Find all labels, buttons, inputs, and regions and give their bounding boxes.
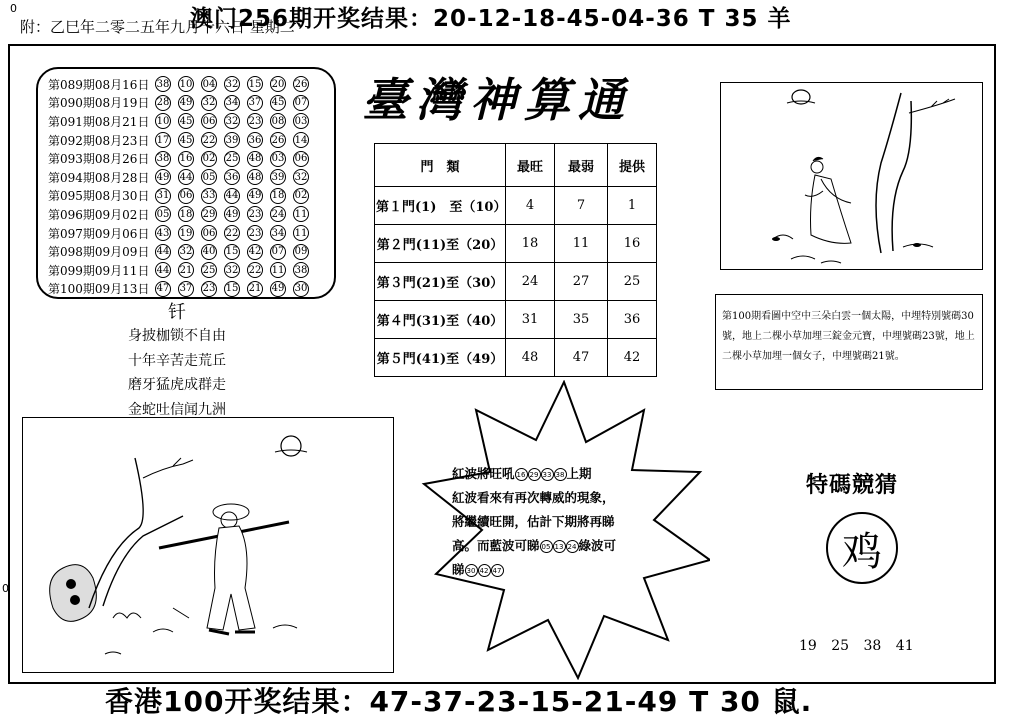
number-ball: 07 — [270, 244, 286, 260]
number-ball: 11 — [293, 206, 309, 222]
wave-line-5 — [452, 558, 667, 582]
number-ball: 36 — [247, 132, 263, 148]
history-row — [48, 261, 334, 280]
wave-text: 綠波可 — [578, 538, 617, 553]
number-ball: 49 — [247, 188, 263, 204]
history-row — [48, 131, 334, 150]
number-ball: 34 — [270, 225, 286, 241]
poem-line: 金蛇吐信闻九洲 — [128, 401, 226, 418]
wave-line-2: 紅波看來有再次轉威的現象， — [452, 490, 615, 505]
number-ball: 09 — [293, 244, 309, 260]
number-ball: 06 — [293, 151, 309, 167]
table-cell: 25 — [608, 263, 657, 301]
history-row-label: 第099期09月11日 — [48, 263, 150, 278]
number-ball: 32 — [201, 95, 217, 111]
flute-player-drawing — [23, 418, 393, 672]
number-ball: 38 — [293, 262, 309, 278]
hint-note: 第100期看圖中空中三朵白雲一個太陽，中埋特別號碼30號，地上二棵小草加埋三錠金元寶，中埋號碼23號，地上二棵小草加埋一個女子，中埋號碼21號。 — [715, 294, 983, 390]
history-row — [48, 205, 334, 224]
number-ball: 05 — [201, 169, 217, 185]
number-ball: 22 — [201, 132, 217, 148]
table-cell: 47 — [555, 339, 608, 377]
history-row-label: 第093期08月26日 — [48, 152, 150, 167]
history-row-label: 第092期08月23日 — [48, 133, 150, 148]
table-row — [375, 225, 657, 263]
number-ball: 15 — [224, 281, 240, 297]
number-ball: 42 — [247, 244, 263, 260]
table-cell: 第５門(41)至（49） — [375, 339, 506, 377]
table-cell: 24 — [506, 263, 555, 301]
number-ball: 48 — [247, 151, 263, 167]
flute-player-illustration — [22, 417, 394, 673]
poem — [128, 324, 226, 422]
table-cell: 48 — [506, 339, 555, 377]
number-ball: 32 — [224, 113, 240, 129]
number-ball: 26 — [270, 132, 286, 148]
table-cell: 36 — [608, 301, 657, 339]
number-ball: 37 — [178, 281, 194, 297]
history-row — [48, 75, 334, 94]
number-ball: 42 — [478, 564, 491, 577]
number-ball: 11 — [293, 225, 309, 241]
number-ball: 06 — [201, 225, 217, 241]
number-ball: 45 — [178, 132, 194, 148]
table-header-row — [375, 144, 657, 187]
special-guess-title: 特碼競猜 — [806, 472, 899, 498]
number-ball: 23 — [247, 113, 263, 129]
hongkong-result-headline: 香港100开奖结果：47-37-23-15-21-49 T 30 鼠. — [105, 685, 813, 718]
number-ball: 07 — [293, 95, 309, 111]
number-ball: 06 — [201, 113, 217, 129]
table-cell: 16 — [608, 225, 657, 263]
number-ball: 44 — [224, 188, 240, 204]
number-ball: 43 — [155, 225, 171, 241]
number-ball: 21 — [178, 262, 194, 278]
number-ball: 32 — [224, 262, 240, 278]
number-ball: 49 — [224, 206, 240, 222]
poem-line: 十年辛苦走荒丘 — [128, 352, 226, 369]
poem-title: 钎 — [168, 302, 186, 323]
table-cell: 7 — [555, 187, 608, 225]
history-row — [48, 242, 334, 261]
history-row-label: 第095期08月30日 — [48, 189, 150, 204]
history-row-label: 第091期08月21日 — [48, 114, 150, 129]
number-ball: 15 — [247, 76, 263, 92]
table-cell: 18 — [506, 225, 555, 263]
column-header: 最弱 — [555, 144, 608, 187]
number-ball: 02 — [201, 151, 217, 167]
number-ball: 30 — [293, 281, 309, 297]
table-cell: 35 — [555, 301, 608, 339]
number-ball: 47 — [155, 281, 171, 297]
brand-title: 臺灣神算通 — [362, 73, 632, 127]
special-numbers: 19 25 38 41 — [799, 638, 914, 654]
history-row — [48, 224, 334, 243]
wave-line-1 — [452, 462, 667, 486]
macau-result-headline: 澳门256期开奖结果：20-12-18-45-04-36 T 35 羊 — [190, 6, 792, 32]
poem-line: 磨牙猛虎成群走 — [128, 377, 226, 393]
number-ball: 03 — [293, 113, 309, 129]
wave-line-3: 將繼續旺開，估計下期將再睇 — [452, 514, 615, 529]
poem-line: 身披枷锁不自由 — [128, 328, 226, 344]
number-ball: 39 — [224, 132, 240, 148]
number-ball: 29 — [528, 468, 541, 481]
column-header: 門 類 — [375, 144, 506, 187]
number-ball: 18 — [178, 206, 194, 222]
number-ball: 49 — [270, 281, 286, 297]
history-row-label: 第090期08月19日 — [48, 96, 150, 111]
number-ball: 05 — [155, 206, 171, 222]
table-cell: 第１門(1) 至（10） — [375, 187, 506, 225]
doors-table — [374, 143, 657, 377]
number-ball: 23 — [201, 281, 217, 297]
number-ball: 45 — [270, 95, 286, 111]
table-cell: 1 — [608, 187, 657, 225]
number-ball: 40 — [201, 244, 217, 260]
history-row — [48, 168, 334, 187]
number-ball: 16 — [178, 151, 194, 167]
history-row — [48, 149, 334, 168]
table-row — [375, 187, 657, 225]
number-ball: 16 — [515, 468, 528, 481]
history-row — [48, 280, 334, 299]
number-ball: 24 — [270, 206, 286, 222]
column-header: 提供 — [608, 144, 657, 187]
number-ball: 48 — [247, 169, 263, 185]
number-ball: 34 — [224, 95, 240, 111]
number-ball: 11 — [270, 262, 286, 278]
number-ball: 08 — [270, 113, 286, 129]
number-ball: 22 — [247, 262, 263, 278]
number-ball: 31 — [155, 188, 171, 204]
history-row-label: 第094期08月28日 — [48, 170, 150, 185]
number-ball: 03 — [270, 151, 286, 167]
table-cell: 4 — [506, 187, 555, 225]
woman-tree-illustration — [720, 82, 983, 270]
column-header: 最旺 — [506, 144, 555, 187]
corner-mark-left: 0 — [2, 582, 9, 595]
number-ball: 28 — [155, 95, 171, 111]
wave-text: 紅波將旺吼 — [452, 466, 515, 481]
history-row-label: 第097期09月06日 — [48, 226, 150, 241]
number-ball: 10 — [155, 113, 171, 129]
table-cell: 第２門(11)至（20） — [375, 225, 506, 263]
wave-line-4 — [452, 534, 667, 558]
number-ball: 25 — [224, 151, 240, 167]
wave-text: 睇 — [452, 562, 465, 577]
number-ball: 38 — [155, 151, 171, 167]
number-ball: 26 — [293, 76, 309, 92]
number-ball: 23 — [247, 225, 263, 241]
table-cell: 42 — [608, 339, 657, 377]
number-ball: 32 — [293, 169, 309, 185]
number-ball: 17 — [155, 132, 171, 148]
number-ball: 45 — [178, 113, 194, 129]
history-row-label: 第089期08月16日 — [48, 77, 150, 92]
number-ball: 39 — [270, 169, 286, 185]
number-ball: 15 — [224, 244, 240, 260]
number-ball: 49 — [155, 169, 171, 185]
table-cell: 第３門(21)至（30） — [375, 263, 506, 301]
number-ball: 14 — [293, 132, 309, 148]
corner-mark: 0 — [10, 2, 17, 15]
table-row — [375, 263, 657, 301]
history-row — [48, 112, 334, 131]
number-ball: 25 — [201, 262, 217, 278]
number-ball: 24 — [566, 540, 579, 553]
history-row-label: 第100期09月13日 — [48, 282, 150, 297]
table-cell: 11 — [555, 225, 608, 263]
number-ball: 37 — [247, 95, 263, 111]
history-row — [48, 187, 334, 206]
number-ball: 22 — [224, 225, 240, 241]
number-ball: 33 — [201, 188, 217, 204]
number-ball: 02 — [293, 188, 309, 204]
number-ball: 44 — [155, 244, 171, 260]
number-ball: 44 — [155, 262, 171, 278]
history-row-label: 第096期09月02日 — [48, 207, 150, 222]
zodiac-circle: 鸡 — [826, 512, 898, 584]
number-ball: 19 — [178, 225, 194, 241]
wave-text: 高。而藍波可睇 — [452, 538, 540, 553]
table-cell: 31 — [506, 301, 555, 339]
number-ball: 10 — [178, 76, 194, 92]
number-ball: 18 — [270, 188, 286, 204]
table-cell: 第４門(31)至（40） — [375, 301, 506, 339]
number-ball: 13 — [553, 540, 566, 553]
history-row-label: 第098期09月09日 — [48, 245, 150, 260]
number-ball: 32 — [224, 76, 240, 92]
number-ball: 32 — [178, 244, 194, 260]
number-ball: 06 — [178, 188, 194, 204]
number-ball: 44 — [178, 169, 194, 185]
number-ball: 29 — [201, 206, 217, 222]
wave-text: 上期 — [566, 466, 592, 481]
number-ball: 33 — [541, 468, 554, 481]
table-row — [375, 339, 657, 377]
number-ball: 20 — [270, 76, 286, 92]
history-results-box — [36, 67, 336, 299]
table-row — [375, 301, 657, 339]
number-ball: 05 — [540, 540, 553, 553]
number-ball: 38 — [554, 468, 567, 481]
table-cell: 27 — [555, 263, 608, 301]
wave-analysis-text — [452, 462, 667, 582]
date-line: 附：乙巳年二零二五年九月十六日 星期二 — [20, 18, 295, 36]
woman-tree-drawing — [721, 83, 982, 269]
history-row — [48, 94, 334, 113]
number-ball: 21 — [247, 281, 263, 297]
number-ball: 38 — [155, 76, 171, 92]
number-ball: 04 — [201, 76, 217, 92]
number-ball: 49 — [178, 95, 194, 111]
number-ball: 36 — [224, 169, 240, 185]
number-ball: 23 — [247, 206, 263, 222]
number-ball: 47 — [491, 564, 504, 577]
number-ball: 30 — [465, 564, 478, 577]
